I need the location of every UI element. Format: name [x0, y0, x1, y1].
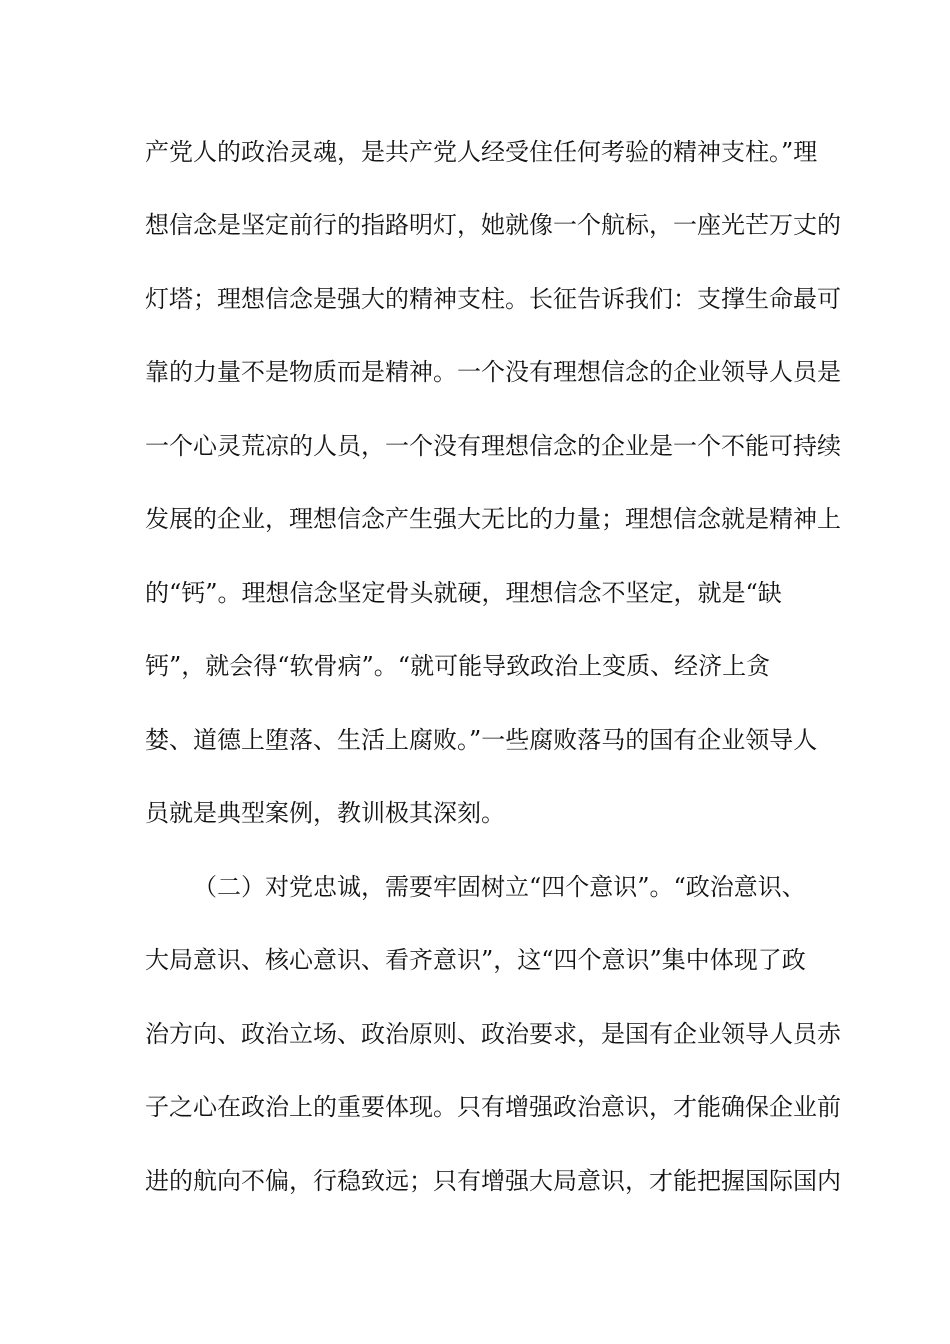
text-line: 想信念是坚定前行的指路明灯，她就像一个航标，一座光芒万丈的 [145, 211, 841, 239]
text-line: 子之心在政治上的重要体现。只有增强政治意识，才能确保企业前 [145, 1093, 841, 1121]
text-line: 靠的力量不是物质而是精神。一个没有理想信念的企业领导人员是 [145, 358, 841, 386]
text-line: 婪、道德上堕落、生活上腐败。”一些腐败落马的国有企业领导人 [145, 726, 818, 754]
text-line: 治方向、政治立场、政治原则、政治要求，是国有企业领导人员赤 [145, 1020, 841, 1048]
text-line: 钙”，就会得“软骨病”。“就可能导致政治上变质、经济上贪 [145, 652, 771, 680]
section-heading-line: （二）对党忠诚，需要牢固树立“四个意识”。“政治意识、 [193, 873, 806, 901]
text-line: 产党人的政治灵魂，是共产党人经受住任何考验的精神支柱。”理 [145, 138, 818, 166]
text-line: 的“钙”。理想信念坚定骨头就硬，理想信念不坚定，就是“缺 [145, 579, 782, 607]
text-line: 进的航向不偏，行稳致远；只有增强大局意识，才能把握国际国内 [145, 1167, 841, 1195]
text-line: 员就是典型案例，教训极其深刻。 [145, 799, 505, 827]
text-line: 一个心灵荒凉的人员，一个没有理想信念的企业是一个不能可持续 [145, 432, 841, 460]
text-line: 大局意识、核心意识、看齐意识”，这“四个意识”集中体现了政 [145, 946, 806, 974]
text-line: 灯塔；理想信念是强大的精神支柱。长征告诉我们：支撑生命最可 [145, 285, 841, 313]
text-line: 发展的企业，理想信念产生强大无比的力量；理想信念就是精神上 [145, 505, 841, 533]
